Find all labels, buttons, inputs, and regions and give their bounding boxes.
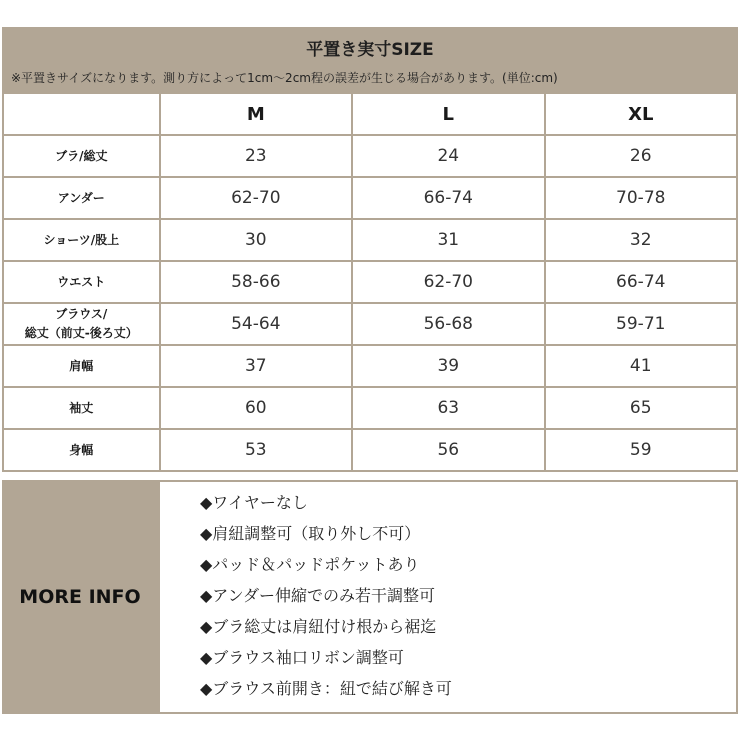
value-cell: 65: [546, 388, 736, 428]
more-info-list: [200, 487, 452, 704]
value-cell: 30: [161, 220, 351, 260]
row-label-text: ブラウス/: [55, 307, 108, 321]
row-label-text: ショーツ/股上: [43, 232, 120, 247]
size-chart-title: 平置き実寸SIZE: [306, 40, 434, 60]
row-label-subtext: 総丈（前丈-後ろ丈）: [24, 326, 138, 340]
size-chart-note: ※平置きサイズになります。測り方によって1cm～2cm程の誤差が生じる場合があります。(単位:cm): [11, 71, 558, 85]
table-row: [4, 346, 736, 386]
row-label: [4, 304, 159, 344]
value-cell: 56: [353, 430, 543, 470]
size-chart-panel: [2, 27, 738, 472]
row-label: [4, 346, 159, 386]
list-item: ◆ワイヤーなし: [200, 493, 308, 512]
value-cell: 56-68: [353, 304, 543, 344]
value-cell: 24: [353, 136, 543, 176]
row-label-text: 袖丈: [69, 400, 94, 415]
value-cell: 62-70: [353, 262, 543, 302]
row-label-text: 身幅: [69, 442, 94, 457]
value-cell: 31: [353, 220, 543, 260]
value-cell: 26: [546, 136, 736, 176]
row-label: [4, 136, 159, 176]
value-cell: 59-71: [546, 304, 736, 344]
list-item: ◆肩紐調整可（取り外し不可）: [200, 524, 421, 543]
value-cell: 66-74: [353, 178, 543, 218]
table-row: [4, 262, 736, 302]
size-table: [4, 94, 736, 472]
value-cell: 66-74: [546, 262, 736, 302]
table-row: [4, 178, 736, 218]
table-row: [4, 220, 736, 260]
value-cell: 41: [546, 346, 736, 386]
value-cell: 39: [353, 346, 543, 386]
header-corner-cell: [4, 94, 159, 134]
row-label-text: 肩幅: [69, 358, 94, 373]
column-header-m: M: [161, 94, 351, 134]
value-cell: 62-70: [161, 178, 351, 218]
value-cell: 23: [161, 136, 351, 176]
row-label-text: ブラ/総丈: [55, 148, 108, 163]
value-cell: 70-78: [546, 178, 736, 218]
more-info-box: [160, 482, 736, 712]
value-cell: 58-66: [161, 262, 351, 302]
more-info-panel: [2, 480, 738, 714]
row-label: [4, 178, 159, 218]
row-label: [4, 430, 159, 470]
row-label: [4, 220, 159, 260]
table-row: [4, 136, 736, 176]
row-label-text: ウエスト: [57, 274, 106, 289]
table-row: [4, 304, 736, 344]
value-cell: 59: [546, 430, 736, 470]
value-cell: 32: [546, 220, 736, 260]
list-item: ◆ブラ総丈は肩紐付け根から裾迄: [200, 617, 437, 636]
row-label-text: アンダー: [57, 190, 105, 205]
table-row: [4, 430, 736, 470]
list-item: ◆ブラウス前開き：紐で結び解き可: [200, 679, 452, 698]
row-label: [4, 388, 159, 428]
value-cell: 60: [161, 388, 351, 428]
list-item: ◆ブラウス袖口リボン調整可: [200, 648, 404, 667]
table-row: [4, 388, 736, 428]
list-item: ◆パッド＆パッドポケットあり: [200, 555, 420, 574]
value-cell: 37: [161, 346, 351, 386]
column-header-xl: XL: [546, 94, 736, 134]
more-info-label: MORE INFO: [19, 586, 141, 608]
value-cell: 54-64: [161, 304, 351, 344]
list-item: ◆アンダー伸縮でのみ若干調整可: [200, 586, 436, 605]
size-table-header-row: [4, 94, 736, 134]
value-cell: 53: [161, 430, 351, 470]
row-label: [4, 262, 159, 302]
value-cell: 63: [353, 388, 543, 428]
column-header-l: L: [353, 94, 543, 134]
